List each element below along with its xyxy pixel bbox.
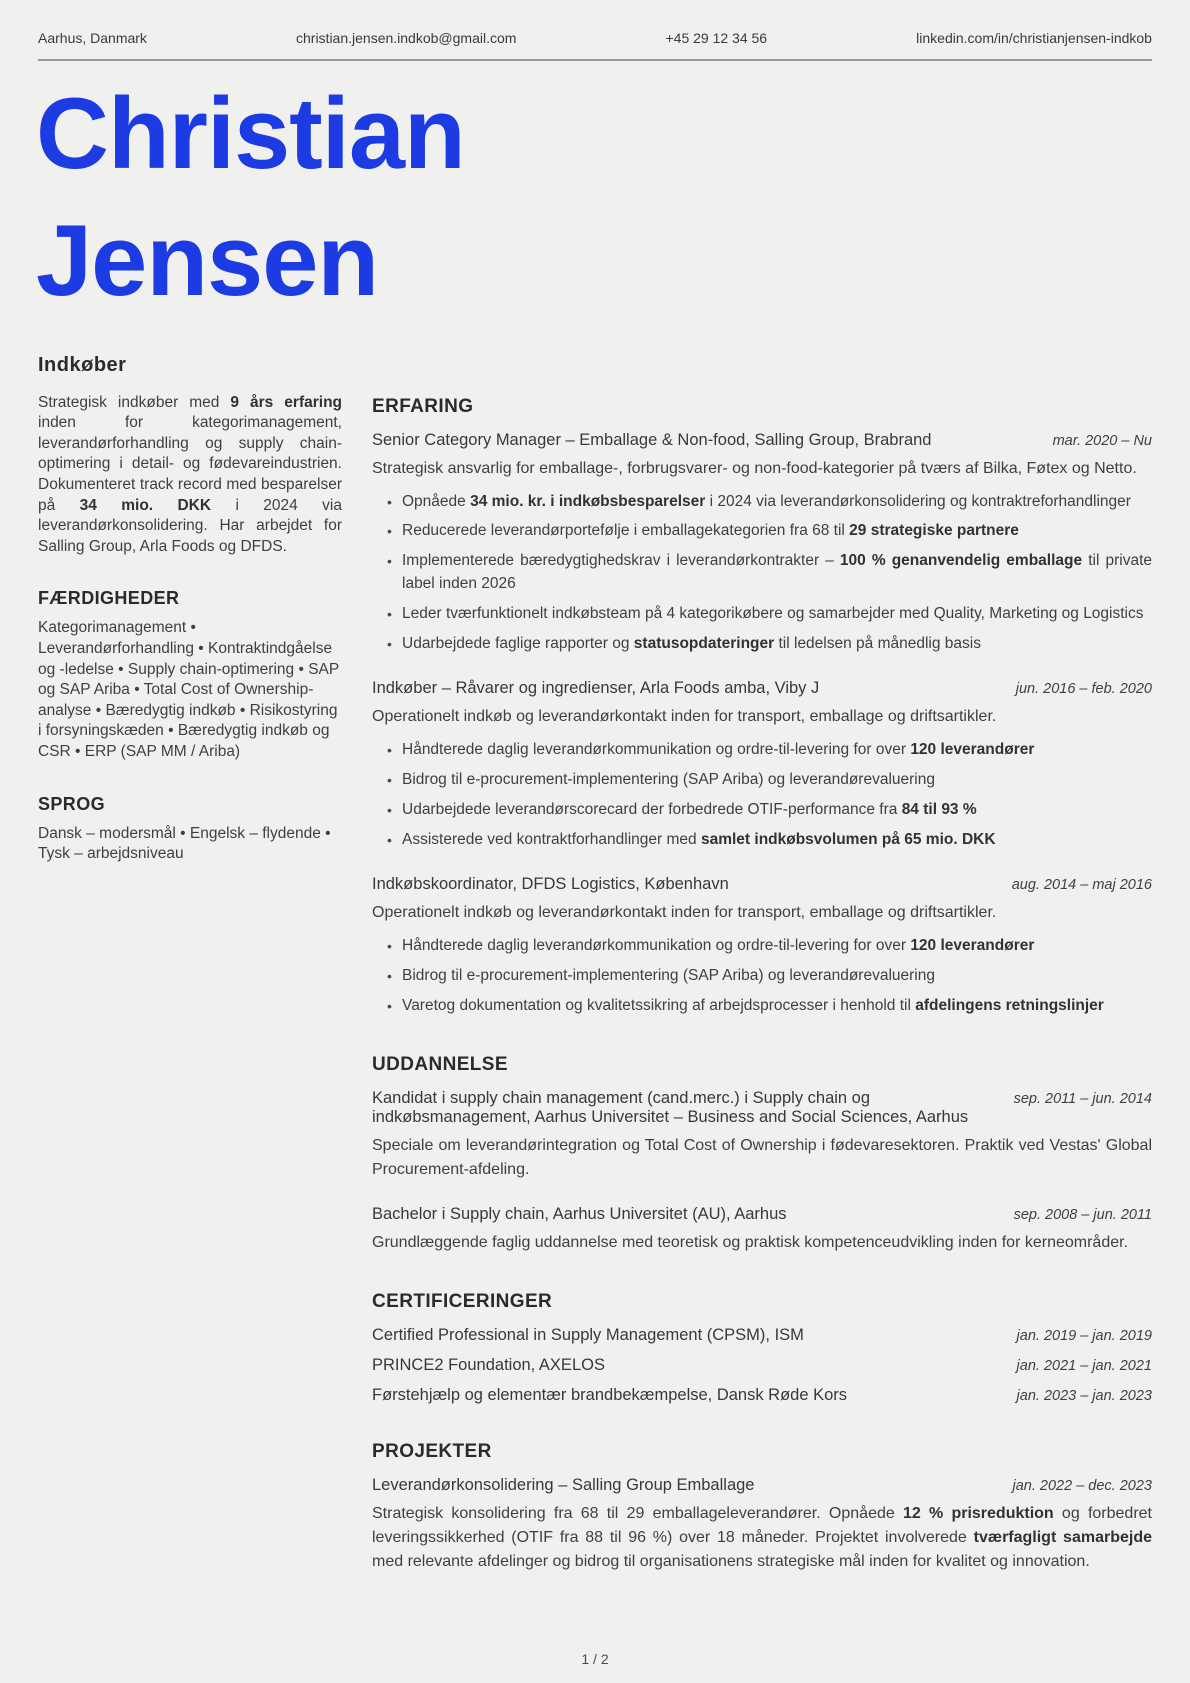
experience-entry bbox=[372, 875, 1152, 1018]
contact-linkedin: linkedin.com/in/christianjensen-indkob bbox=[916, 30, 1152, 46]
certification-title: Certified Professional in Supply Management (CPSM), ISM bbox=[372, 1325, 804, 1344]
project-description: Strategisk konsolidering fra 68 til 29 emballageleverandører. Opnåede 12 % prisreduktion og forbedret leveringssikkerhed (OTIF fra 88 til 96 %) over 18 måneder. Projektet involverede tværfagligt samarbejde med relevante afdelinger og bidrog til organisationens strategiske mål inden for kvalitet og innovation. bbox=[372, 1504, 1152, 1570]
bullet-item: • Assisterede ved kontraktforhandlinger med samlet indkøbsvolumen på 65 mio. DKK bbox=[402, 829, 1152, 852]
skills-list: Kategorimanagement • Leverandørforhandling • Kontraktindgåelse og -ledelse • Supply chain-optimering • SAP og SAP Ariba • Total Cost of Ownership-analyse • Bæredygtig indkøb • Risikostyring i forsyningskæden • Bæredygtig indkøb og CSR • ERP (SAP MM / Ariba) bbox=[38, 619, 339, 761]
job-title: Senior Category Manager – Emballage & Non-food, Salling Group, Brabrand bbox=[372, 430, 932, 449]
degree-title: Bachelor i Supply chain, Aarhus Universitet (AU), Aarhus bbox=[372, 1204, 787, 1223]
job-description: Operationelt indkøb og leverandørkontakt inden for transport, emballage og driftsartikler. bbox=[372, 903, 997, 921]
languages-heading: SPROG bbox=[38, 793, 106, 814]
education-entry bbox=[372, 1205, 1152, 1255]
education-date: sep. 2008 – jun. 2011 bbox=[1013, 1206, 1152, 1223]
bullet-item: • Implementerede bæredygtighedskrav i leverandørkontrakter – 100 % genanvendelig emballage til private label inden 2026 bbox=[402, 550, 1152, 596]
bullet-item: • Bidrog til e-procurement-implementering (SAP Ariba) og leverandørevaluering bbox=[402, 769, 1152, 792]
job-bullets bbox=[372, 935, 1152, 1018]
entry-header bbox=[372, 1089, 1152, 1127]
project-title: Leverandørkonsolidering – Salling Group Emballage bbox=[372, 1475, 755, 1494]
job-date: jun. 2016 – feb. 2020 bbox=[1015, 681, 1152, 698]
skills-heading: FÆRDIGHEDER bbox=[38, 588, 180, 609]
profile-summary: Strategisk indkøber med 9 års erfaring inden for kategorimanagement, leverandørforhandling og supply chain-optimering i detail- og fødevareindustrien. Dokumenteret track record med besparelser på 34 mio. DKK i 2024 via leverandørkonsolidering. Har arbejdet for Salling Group, Arla Foods og DFDS. bbox=[38, 393, 342, 555]
certifications-heading: CERTIFICERINGER bbox=[372, 1290, 553, 1312]
full-name bbox=[36, 71, 1156, 326]
contact-phone: +45 29 12 34 56 bbox=[665, 30, 768, 46]
contact-location: Aarhus, Danmark bbox=[38, 30, 147, 46]
certification-entry bbox=[372, 1386, 1152, 1405]
entry-header bbox=[372, 1356, 1152, 1375]
name-first-line: Christian bbox=[36, 78, 465, 190]
bullet-item: • Varetog dokumentation og kvalitetssikring af arbejdsprocesser i henhold til afdelingens retningslinjer bbox=[402, 995, 1152, 1018]
certification-title: PRINCE2 Foundation, AXELOS bbox=[372, 1355, 605, 1374]
education-heading: UDDANNELSE bbox=[372, 1053, 508, 1075]
job-title: Indkøbskoordinator, DFDS Logistics, København bbox=[372, 874, 729, 893]
entry-header bbox=[372, 1476, 1152, 1495]
education-description: Speciale om leverandørintegration og Total Cost of Ownership i fødevaresektoren. Praktik ved Vestas' Global Procurement-afdeling. bbox=[372, 1136, 1152, 1178]
education-entry bbox=[372, 1089, 1152, 1182]
job-date: aug. 2014 – maj 2016 bbox=[1011, 876, 1152, 893]
bullet-item: • Leder tværfunktionelt indkøbsteam på 4 kategorikøbere og samarbejder med Quality, Marketing og Logistics bbox=[402, 603, 1152, 626]
education-date: sep. 2011 – jun. 2014 bbox=[1013, 1090, 1152, 1107]
bullet-item: • Udarbejdede leverandørscorecard der forbedrede OTIF-performance fra 84 til 93 % bbox=[402, 799, 1152, 822]
bullet-item: • Bidrog til e-procurement-implementering (SAP Ariba) og leverandørevaluering bbox=[402, 965, 1152, 988]
experience-entry bbox=[372, 431, 1152, 657]
job-title: Indkøber – Råvarer og ingredienser, Arla Foods amba, Viby J bbox=[372, 679, 820, 698]
projects-heading: PROJEKTER bbox=[372, 1440, 492, 1462]
entry-header bbox=[372, 431, 1152, 450]
entry-header bbox=[372, 1386, 1152, 1405]
degree-title: Kandidat i supply chain management (cand.merc.) i Supply chain og indkøbsmanagement, Aarhus Universitet – Business and Social Sciences, Aarhus bbox=[372, 1088, 969, 1126]
entry-header bbox=[372, 1205, 1152, 1224]
role-title: Indkøber bbox=[38, 353, 127, 376]
entry-header bbox=[372, 1326, 1152, 1345]
body-columns bbox=[38, 326, 1152, 1597]
certification-title: Førstehjælp og elementær brandbekæmpelse, Dansk Røde Kors bbox=[372, 1385, 848, 1404]
languages-list: Dansk – modersmål • Engelsk – flydende • Tysk – arbejdsniveau bbox=[38, 824, 331, 863]
certification-entry bbox=[372, 1326, 1152, 1345]
contact-email: christian.jensen.indkob@gmail.com bbox=[296, 30, 517, 46]
main-column bbox=[372, 326, 1152, 1597]
entry-header bbox=[372, 875, 1152, 894]
job-description: Operationelt indkøb og leverandørkontakt inden for transport, emballage og driftsartikler. bbox=[372, 708, 997, 726]
bullet-item: • Opnåede 34 mio. kr. i indkøbsbesparelser i 2024 via leverandørkonsolidering og kontraktreforhandlinger bbox=[402, 491, 1152, 514]
certification-entry bbox=[372, 1356, 1152, 1375]
contact-bar bbox=[38, 0, 1152, 59]
left-column bbox=[38, 326, 342, 1597]
bullet-item: • Reducerede leverandørportefølje i emballagekategorien fra 68 til 29 strategiske partnere bbox=[402, 520, 1152, 543]
bullet-item: • Håndterede daglig leverandørkommunikation og ordre-til-levering for over 120 leverandører bbox=[402, 935, 1152, 958]
education-description: Grundlæggende faglig uddannelse med teoretisk og praktisk kompetenceudvikling inden for kerneområder. bbox=[372, 1233, 1129, 1251]
job-bullets bbox=[372, 491, 1152, 657]
name-last-line: Jensen bbox=[36, 205, 379, 318]
page-number: 1 / 2 bbox=[581, 1651, 609, 1667]
certification-date: jan. 2023 – jan. 2023 bbox=[1016, 1387, 1152, 1404]
experience-heading: ERFARING bbox=[372, 395, 474, 417]
certification-date: jan. 2021 – jan. 2021 bbox=[1016, 1357, 1152, 1374]
entry-header bbox=[372, 679, 1152, 698]
header-divider bbox=[38, 59, 1152, 61]
project-date: jan. 2022 – dec. 2023 bbox=[1012, 1477, 1152, 1494]
bullet-item: • Udarbejdede faglige rapporter og statusopdateringer til ledelsen på månedlig basis bbox=[402, 633, 1152, 656]
job-description: Strategisk ansvarlig for emballage-, forbrugsvarer- og non-food-kategorier på tværs af Bilka, Føtex og Netto. bbox=[372, 459, 1137, 477]
experience-entry bbox=[372, 679, 1152, 852]
job-date: mar. 2020 – Nu bbox=[1052, 432, 1152, 449]
job-bullets bbox=[372, 739, 1152, 852]
certification-date: jan. 2019 – jan. 2019 bbox=[1016, 1327, 1152, 1344]
bullet-item: • Håndterede daglig leverandørkommunikation og ordre-til-levering for over 120 leverandører bbox=[402, 739, 1152, 762]
project-entry bbox=[372, 1476, 1152, 1574]
